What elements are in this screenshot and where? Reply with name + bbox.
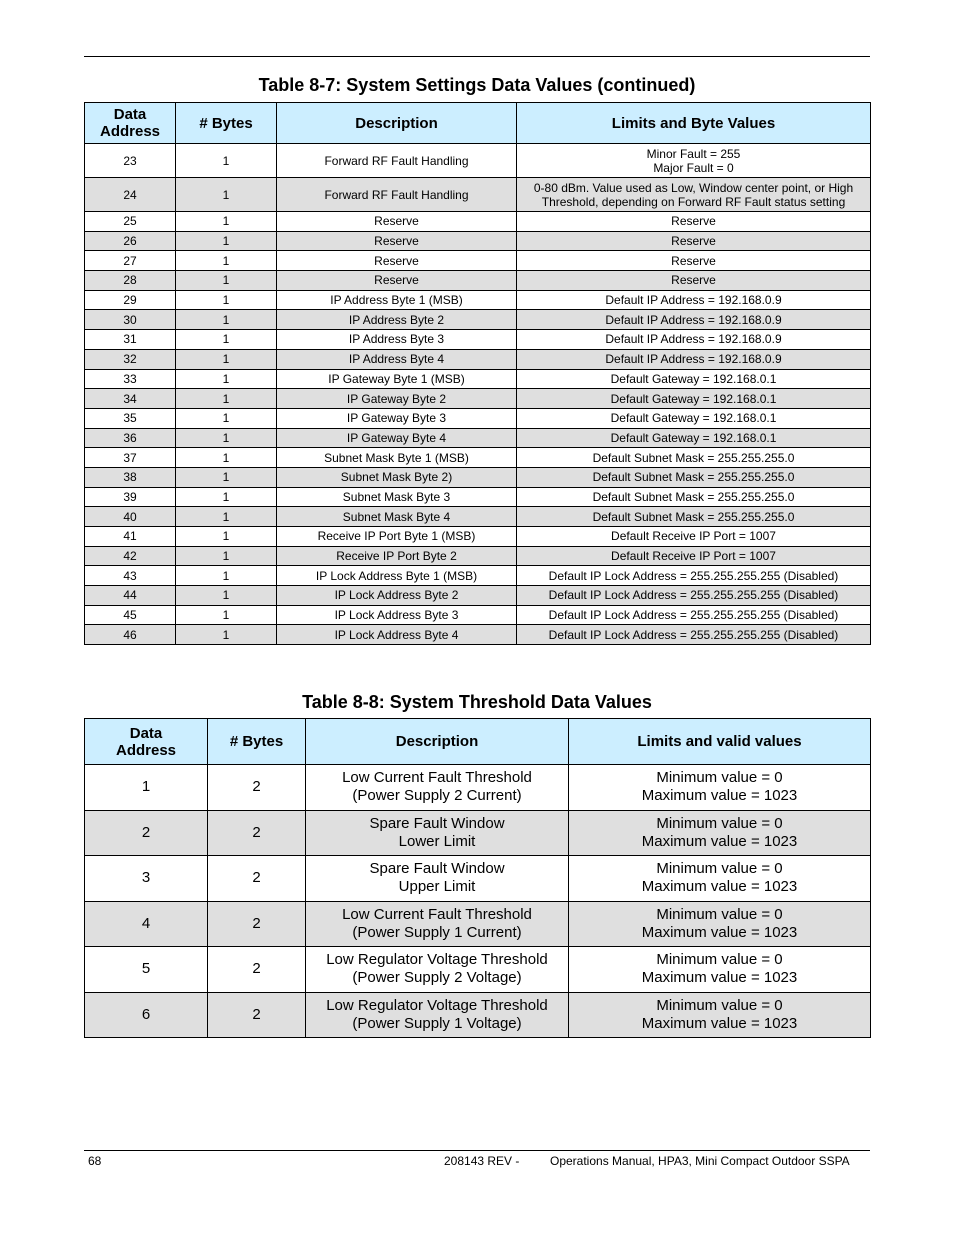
cell-bytes: 1 xyxy=(176,507,277,527)
cell-description: IP Lock Address Byte 4 xyxy=(277,625,517,645)
cell-bytes: 1 xyxy=(176,428,277,448)
cell-bytes: 2 xyxy=(208,856,306,902)
cell-limits: Default Subnet Mask = 255.255.255.0 xyxy=(517,448,871,468)
cell-limits: Minimum value = 0 Maximum value = 1023 xyxy=(569,947,871,993)
footer-page-number: 68 xyxy=(88,1154,102,1168)
cell-description: IP Gateway Byte 1 (MSB) xyxy=(277,369,517,389)
cell-description: IP Address Byte 3 xyxy=(277,330,517,350)
table-row xyxy=(85,389,871,409)
table-header-row xyxy=(85,103,871,144)
table-row xyxy=(85,992,871,1038)
cell-description: Subnet Mask Byte 1 (MSB) xyxy=(277,448,517,468)
cell-data-address: 33 xyxy=(85,369,176,389)
cell-limits: Minimum value = 0 Maximum value = 1023 xyxy=(569,901,871,947)
cell-description: IP Gateway Byte 2 xyxy=(277,389,517,409)
table-row xyxy=(85,369,871,389)
cell-bytes: 1 xyxy=(176,271,277,291)
cell-data-address: 6 xyxy=(85,992,208,1038)
table-row xyxy=(85,586,871,606)
cell-bytes: 1 xyxy=(176,310,277,330)
cell-bytes: 1 xyxy=(176,178,277,212)
cell-data-address: 37 xyxy=(85,448,176,468)
cell-description: IP Address Byte 1 (MSB) xyxy=(277,290,517,310)
cell-limits: Minimum value = 0 Maximum value = 1023 xyxy=(569,856,871,902)
cell-data-address: 39 xyxy=(85,487,176,507)
table-row xyxy=(85,310,871,330)
table-row xyxy=(85,765,871,811)
cell-data-address: 36 xyxy=(85,428,176,448)
cell-data-address: 2 xyxy=(85,810,208,856)
cell-description: Spare Fault Window Upper Limit xyxy=(306,856,569,902)
cell-limits: Default IP Lock Address = 255.255.255.255 (Disabled) xyxy=(517,605,871,625)
cell-data-address: 43 xyxy=(85,566,176,586)
cell-bytes: 1 xyxy=(176,605,277,625)
cell-description: IP Address Byte 2 xyxy=(277,310,517,330)
cell-bytes: 1 xyxy=(176,369,277,389)
top-rule xyxy=(84,56,870,57)
cell-limits: Default Subnet Mask = 255.255.255.0 xyxy=(517,467,871,487)
table-header-row xyxy=(85,719,871,765)
cell-bytes: 2 xyxy=(208,947,306,993)
header-bytes: # Bytes xyxy=(176,103,277,144)
cell-limits: Default Gateway = 192.168.0.1 xyxy=(517,369,871,389)
cell-limits: Minimum value = 0 Maximum value = 1023 xyxy=(569,765,871,811)
cell-bytes: 1 xyxy=(176,330,277,350)
cell-description: Low Regulator Voltage Threshold (Power Supply 2 Voltage) xyxy=(306,947,569,993)
cell-description: Reserve xyxy=(277,271,517,291)
cell-bytes: 2 xyxy=(208,901,306,947)
header-description: Description xyxy=(306,719,569,765)
cell-data-address: 28 xyxy=(85,271,176,291)
cell-limits: Reserve xyxy=(517,271,871,291)
cell-description: Low Regulator Voltage Threshold (Power Supply 1 Voltage) xyxy=(306,992,569,1038)
cell-bytes: 1 xyxy=(176,527,277,547)
cell-data-address: 34 xyxy=(85,389,176,409)
cell-limits: Default IP Lock Address = 255.255.255.255 (Disabled) xyxy=(517,586,871,606)
table-row xyxy=(85,810,871,856)
cell-limits: Default Gateway = 192.168.0.1 xyxy=(517,428,871,448)
system-threshold-table xyxy=(84,718,871,1038)
table-row xyxy=(85,271,871,291)
table-8-8-caption: Table 8-8: System Threshold Data Values xyxy=(302,692,652,712)
cell-data-address: 26 xyxy=(85,231,176,251)
table-row xyxy=(85,487,871,507)
cell-limits: Default IP Address = 192.168.0.9 xyxy=(517,330,871,350)
table-row xyxy=(85,467,871,487)
table-row xyxy=(85,408,871,428)
table-row xyxy=(85,507,871,527)
cell-description: Reserve xyxy=(277,251,517,271)
cell-limits: Default Gateway = 192.168.0.1 xyxy=(517,389,871,409)
cell-limits: Default Subnet Mask = 255.255.255.0 xyxy=(517,487,871,507)
cell-data-address: 38 xyxy=(85,467,176,487)
cell-data-address: 24 xyxy=(85,178,176,212)
cell-bytes: 2 xyxy=(208,992,306,1038)
table-row xyxy=(85,212,871,232)
cell-description: Forward RF Fault Handling xyxy=(277,178,517,212)
cell-data-address: 42 xyxy=(85,546,176,566)
cell-data-address: 23 xyxy=(85,144,176,178)
cell-bytes: 2 xyxy=(208,765,306,811)
cell-bytes: 1 xyxy=(176,586,277,606)
table-row xyxy=(85,546,871,566)
cell-limits: Default IP Address = 192.168.0.9 xyxy=(517,290,871,310)
cell-data-address: 25 xyxy=(85,212,176,232)
table-row xyxy=(85,947,871,993)
cell-description: Reserve xyxy=(277,212,517,232)
table-row xyxy=(85,527,871,547)
table-row xyxy=(85,448,871,468)
cell-limits: Minimum value = 0 Maximum value = 1023 xyxy=(569,810,871,856)
table-row xyxy=(85,428,871,448)
table-row xyxy=(85,178,871,212)
cell-data-address: 1 xyxy=(85,765,208,811)
cell-bytes: 1 xyxy=(176,467,277,487)
cell-bytes: 1 xyxy=(176,290,277,310)
cell-bytes: 1 xyxy=(176,231,277,251)
cell-description: Subnet Mask Byte 3 xyxy=(277,487,517,507)
cell-data-address: 41 xyxy=(85,527,176,547)
table-row xyxy=(85,251,871,271)
cell-limits: Default Subnet Mask = 255.255.255.0 xyxy=(517,507,871,527)
cell-description: Subnet Mask Byte 2) xyxy=(277,467,517,487)
cell-description: IP Lock Address Byte 2 xyxy=(277,586,517,606)
cell-limits: Reserve xyxy=(517,251,871,271)
table-row xyxy=(85,856,871,902)
table-8-7-caption: Table 8-7: System Settings Data Values (continued) xyxy=(258,75,696,95)
table-row xyxy=(85,625,871,645)
cell-description: Subnet Mask Byte 4 xyxy=(277,507,517,527)
cell-data-address: 45 xyxy=(85,605,176,625)
cell-limits: Default IP Address = 192.168.0.9 xyxy=(517,310,871,330)
cell-description: Receive IP Port Byte 1 (MSB) xyxy=(277,527,517,547)
cell-data-address: 29 xyxy=(85,290,176,310)
cell-bytes: 2 xyxy=(208,810,306,856)
header-limits: Limits and Byte Values xyxy=(517,103,871,144)
cell-description: Reserve xyxy=(277,231,517,251)
cell-bytes: 1 xyxy=(176,408,277,428)
table-row xyxy=(85,330,871,350)
table-row xyxy=(85,901,871,947)
cell-data-address: 44 xyxy=(85,586,176,606)
table-row xyxy=(85,566,871,586)
cell-bytes: 1 xyxy=(176,487,277,507)
cell-data-address: 32 xyxy=(85,349,176,369)
cell-data-address: 27 xyxy=(85,251,176,271)
cell-description: IP Gateway Byte 4 xyxy=(277,428,517,448)
cell-limits: Minor Fault = 255 Major Fault = 0 xyxy=(517,144,871,178)
table-row xyxy=(85,144,871,178)
cell-data-address: 5 xyxy=(85,947,208,993)
cell-description: Spare Fault Window Lower Limit xyxy=(306,810,569,856)
header-data-address: Data Address xyxy=(85,719,208,765)
cell-bytes: 1 xyxy=(176,349,277,369)
cell-description: Receive IP Port Byte 2 xyxy=(277,546,517,566)
cell-bytes: 1 xyxy=(176,566,277,586)
cell-description: Forward RF Fault Handling xyxy=(277,144,517,178)
table-row xyxy=(85,231,871,251)
cell-limits: Default Gateway = 192.168.0.1 xyxy=(517,408,871,428)
cell-description: IP Lock Address Byte 3 xyxy=(277,605,517,625)
cell-limits: Reserve xyxy=(517,212,871,232)
footer-rule xyxy=(84,1150,870,1151)
cell-bytes: 1 xyxy=(176,546,277,566)
cell-bytes: 1 xyxy=(176,389,277,409)
cell-data-address: 31 xyxy=(85,330,176,350)
cell-bytes: 1 xyxy=(176,448,277,468)
footer-manual-title: Operations Manual, HPA3, Mini Compact Outdoor SSPA xyxy=(550,1154,850,1168)
cell-description: Low Current Fault Threshold (Power Supply 1 Current) xyxy=(306,901,569,947)
cell-data-address: 35 xyxy=(85,408,176,428)
header-data-address: Data Address xyxy=(85,103,176,144)
cell-limits: Default Receive IP Port = 1007 xyxy=(517,546,871,566)
header-description: Description xyxy=(277,103,517,144)
cell-bytes: 1 xyxy=(176,251,277,271)
system-settings-table xyxy=(84,102,871,645)
header-limits: Limits and valid values xyxy=(569,719,871,765)
cell-data-address: 30 xyxy=(85,310,176,330)
cell-description: IP Address Byte 4 xyxy=(277,349,517,369)
footer-doc-number: 208143 REV - xyxy=(444,1154,520,1168)
system-threshold-table-body xyxy=(85,765,871,1038)
table-row xyxy=(85,605,871,625)
header-bytes: # Bytes xyxy=(208,719,306,765)
cell-bytes: 1 xyxy=(176,625,277,645)
cell-limits: Default Receive IP Port = 1007 xyxy=(517,527,871,547)
cell-data-address: 3 xyxy=(85,856,208,902)
cell-bytes: 1 xyxy=(176,144,277,178)
cell-limits: Reserve xyxy=(517,231,871,251)
cell-limits: Default IP Lock Address = 255.255.255.255 (Disabled) xyxy=(517,625,871,645)
system-settings-table-body xyxy=(85,144,871,645)
cell-data-address: 4 xyxy=(85,901,208,947)
table-row xyxy=(85,290,871,310)
cell-limits: Default IP Address = 192.168.0.9 xyxy=(517,349,871,369)
cell-description: Low Current Fault Threshold (Power Supply 2 Current) xyxy=(306,765,569,811)
cell-limits: Minimum value = 0 Maximum value = 1023 xyxy=(569,992,871,1038)
cell-limits: 0-80 dBm. Value used as Low, Window center point, or High Threshold, depending on Forward RF Fault status setting xyxy=(517,178,871,212)
cell-limits: Default IP Lock Address = 255.255.255.255 (Disabled) xyxy=(517,566,871,586)
cell-description: IP Lock Address Byte 1 (MSB) xyxy=(277,566,517,586)
table-row xyxy=(85,349,871,369)
cell-data-address: 46 xyxy=(85,625,176,645)
cell-data-address: 40 xyxy=(85,507,176,527)
cell-bytes: 1 xyxy=(176,212,277,232)
cell-description: IP Gateway Byte 3 xyxy=(277,408,517,428)
